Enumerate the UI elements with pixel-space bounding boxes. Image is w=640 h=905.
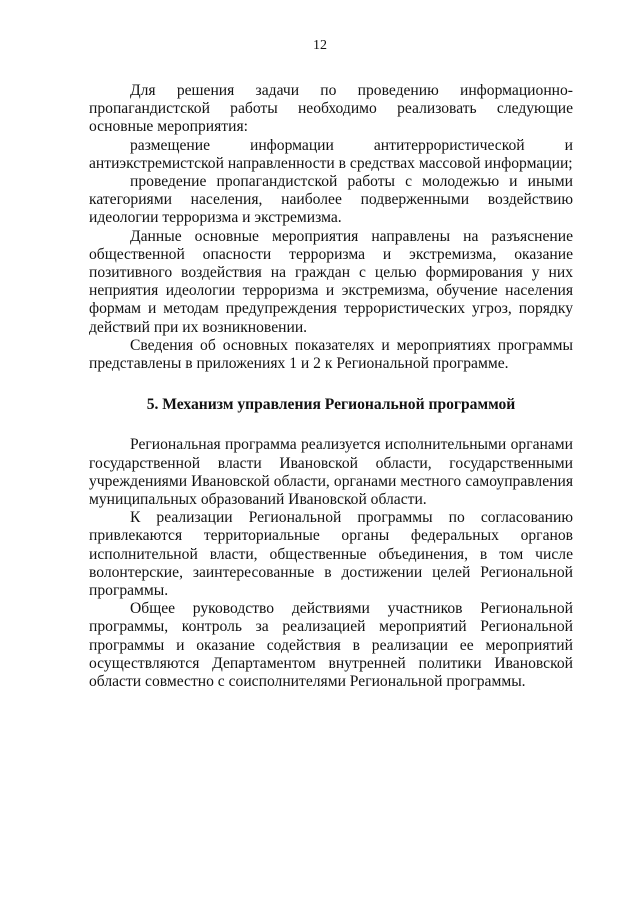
paragraph-appendices: Сведения об основных показателях и мероприятиях программы представлены в приложениях 1 и 2 к Региональной программе. xyxy=(89,336,573,373)
page-number: 12 xyxy=(313,38,327,53)
paragraph-measures-purpose: Данные основные мероприятия направлены на разъяснение общественной опасности терроризма и экстремизма, оказание позитивного воздействия на граждан с целью формирования у них неприятия идеологии терроризма и экстремизма, обучение населения формам и методам предупреждения террористических угроз, порядку действий при их возникновении. xyxy=(89,227,573,336)
paragraph-implementers: Региональная программа реализуется исполнительными органами государственной власти Ивановской области, государственными учреждениями Ивановской области, органами местного самоуправления муниципальных образований Ивановской области. xyxy=(89,436,573,509)
paragraph-measure-media: размещение информации антитеррористической и антиэкстремистской направленности в средствах массовой информации; xyxy=(89,136,573,172)
paragraph-intro: Для решения задачи по проведению информационно-пропагандистской работы необходимо реализовать следующие основные мероприятия: xyxy=(89,82,573,136)
document-body xyxy=(89,82,573,691)
paragraph-participants: К реализации Региональной программы по согласованию привлекаются территориальные органы федеральных органов исполнительной власти, общественные объединения, в том числе волонтерские, заинтересованные в достижении целей Региональной программы. xyxy=(89,509,573,600)
paragraph-measure-youth: проведение пропагандистской работы с молодежью и иными категориями населения, наиболее подверженными воздействию идеологии терроризма и экстремизма. xyxy=(89,173,573,227)
paragraph-management: Общее руководство действиями участников Региональной программы, контроль за реализацией мероприятий Региональной программы и оказание содействия в реализации ее мероприятий осуществляются Департаментом внутренней политики Ивановской области совместно с соисполнителями Региональной программы. xyxy=(89,600,573,691)
section-heading: 5. Механизм управления Региональной программой xyxy=(146,396,516,414)
